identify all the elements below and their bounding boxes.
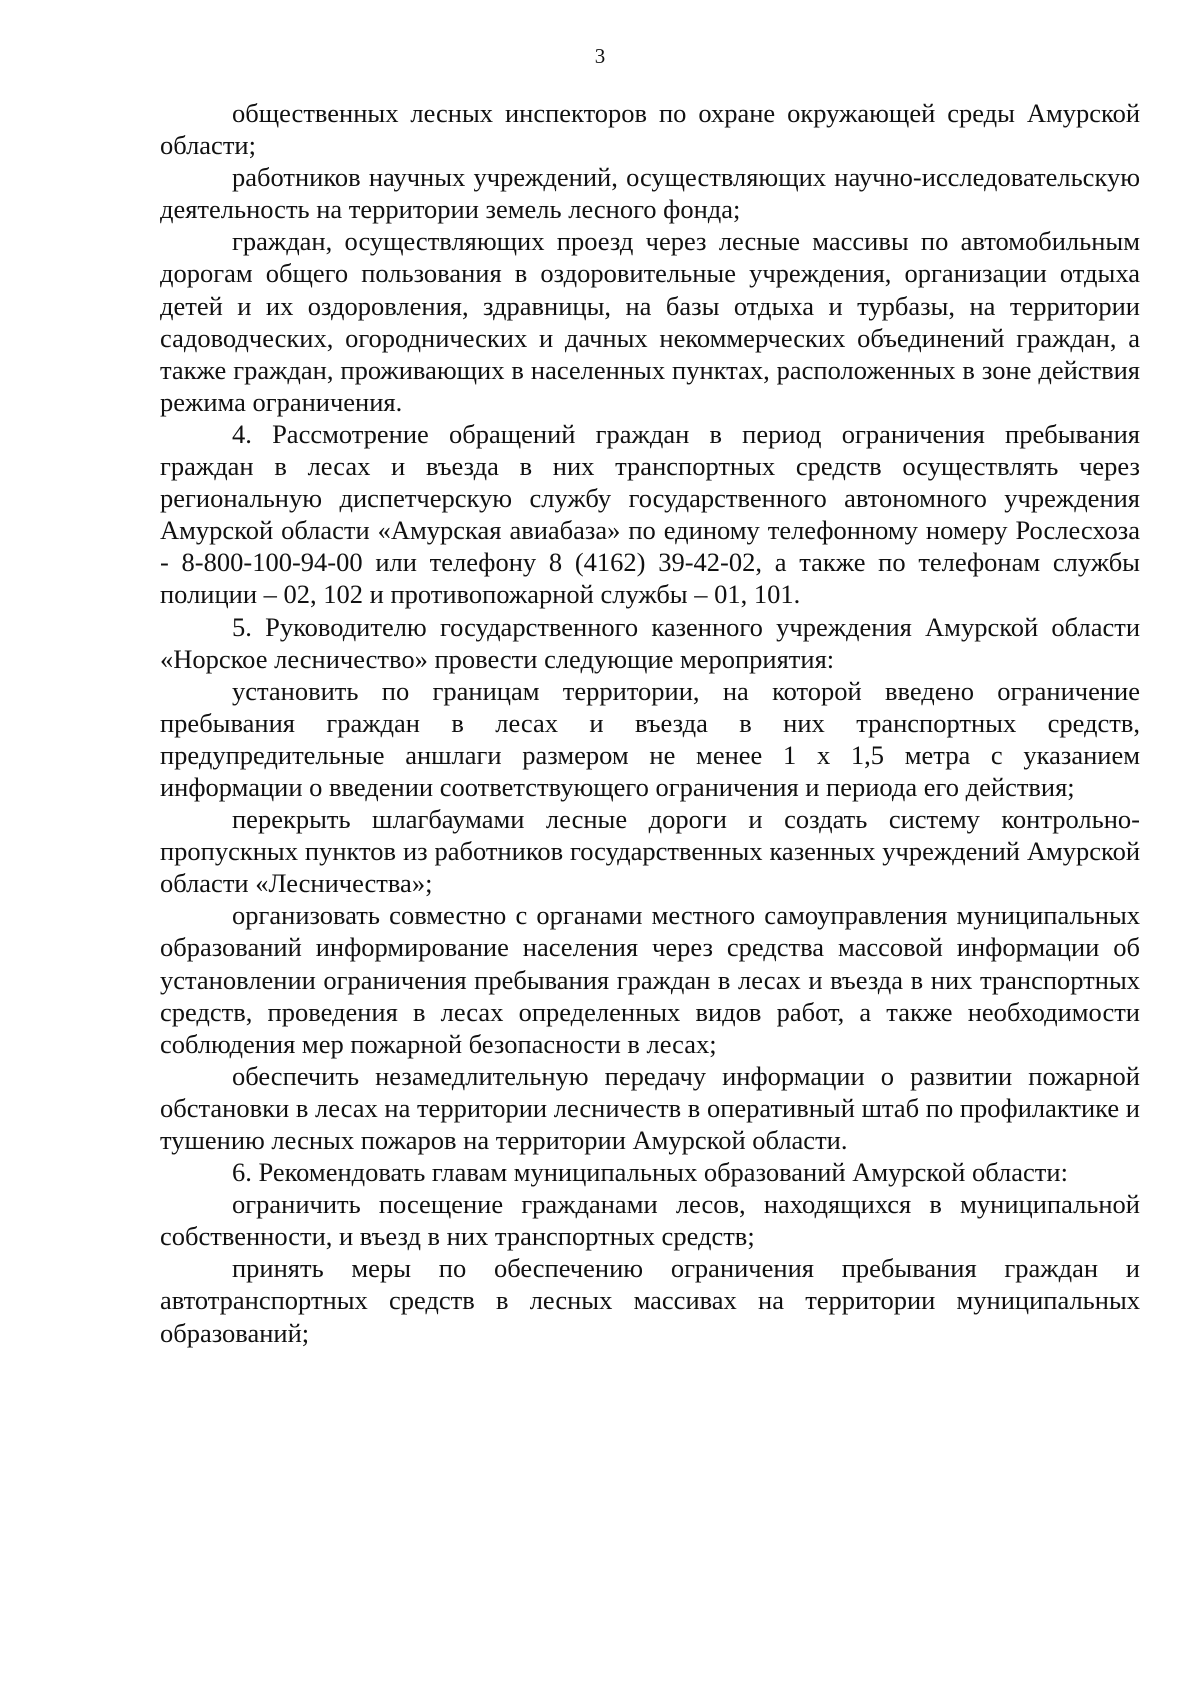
paragraph-organize-public-information: организовать совместно с органами местного самоуправления муниципальных образований информирование населения через средства массовой информации об установлении ограничения пребывания граждан в лесах и въезда в них транспортных средств, проведения в лесах определенных видов работ, а также необходимости соблюдения мер пожарной безопасности в лесах; xyxy=(160,900,1140,1059)
paragraph-restrict-municipal-forest-visits: ограничить посещение гражданами лесов, находящихся в муниципальной собственности, и въезд в них транспортных средств; xyxy=(160,1189,1140,1252)
paragraph-4-citizen-appeals: 4. Рассмотрение обращений граждан в период ограничения пребывания граждан в лесах и въезда в них транспортных средств осуществлять через региональную диспетчерскую службу государственного автономного учреждения Амурской области «Амурская авиабаза» по единому телефонному номеру Рослесхоза - 8-800-100-94-00 или телефону 8 (4162) 39-42-02, а также по телефонам службы полиции – 02, 102 и противопожарной службы – 01, 101. xyxy=(160,418,1140,610)
paragraph-fire-situation-reporting: обеспечить незамедлительную передачу информации о развитии пожарной обстановки в лесах на территории лесничеств в оперативный штаб по профилактике и тушению лесных пожаров на территории Амурской области. xyxy=(160,1060,1140,1155)
paragraph-6-recommendations: 6. Рекомендовать главам муниципальных образований Амурской области: xyxy=(232,1157,1068,1188)
paragraph-citizens-passing-through: граждан, осуществляющих проезд через лесные массивы по автомобильным дорогам общего пользования в оздоровительные учреждения, организации отдыха детей и их оздоровления, здравницы, на базы отдыха и турбазы, на территории садоводческих, огороднических и дачных некоммерческих объединений граждан, а также граждан, проживающих в населенных пунктах, расположенных в зоне действия режима ограничения. xyxy=(160,226,1140,417)
paragraph-install-warning-signs: установить по границам территории, на которой введено ограничение пребывания граждан в лесах и въезда в них транспортных средств, предупредительные аншлаги размером не менее 1 х 1,5 метра с указанием информации о введении соответствующего ограничения и периода его действия; xyxy=(160,675,1140,802)
document-body xyxy=(160,97,1140,1349)
paragraph-5-forestry-head-measures: 5. Руководителю государственного казенного учреждения Амурской области «Норское лесничество» провести следующие мероприятия: xyxy=(160,611,1140,674)
paragraph-block-forest-roads: перекрыть шлагбаумами лесные дороги и создать систему контрольно-пропускных пунктов из работников государственных казенных учреждений Амурской области «Лесничества»; xyxy=(160,804,1140,899)
page-number: 3 xyxy=(594,44,606,68)
paragraph-research-workers: работников научных учреждений, осуществляющих научно-исследовательскую деятельность на территории земель лесного фонда; xyxy=(160,162,1140,225)
paragraph-public-forest-inspectors: общественных лесных инспекторов по охране окружающей среды Амурской области; xyxy=(160,98,1140,161)
paragraph-ensure-restriction-measures: принять меры по обеспечению ограничения пребывания граждан и автотранспортных средств в лесных массивах на территории муниципальных образований; xyxy=(160,1253,1140,1348)
